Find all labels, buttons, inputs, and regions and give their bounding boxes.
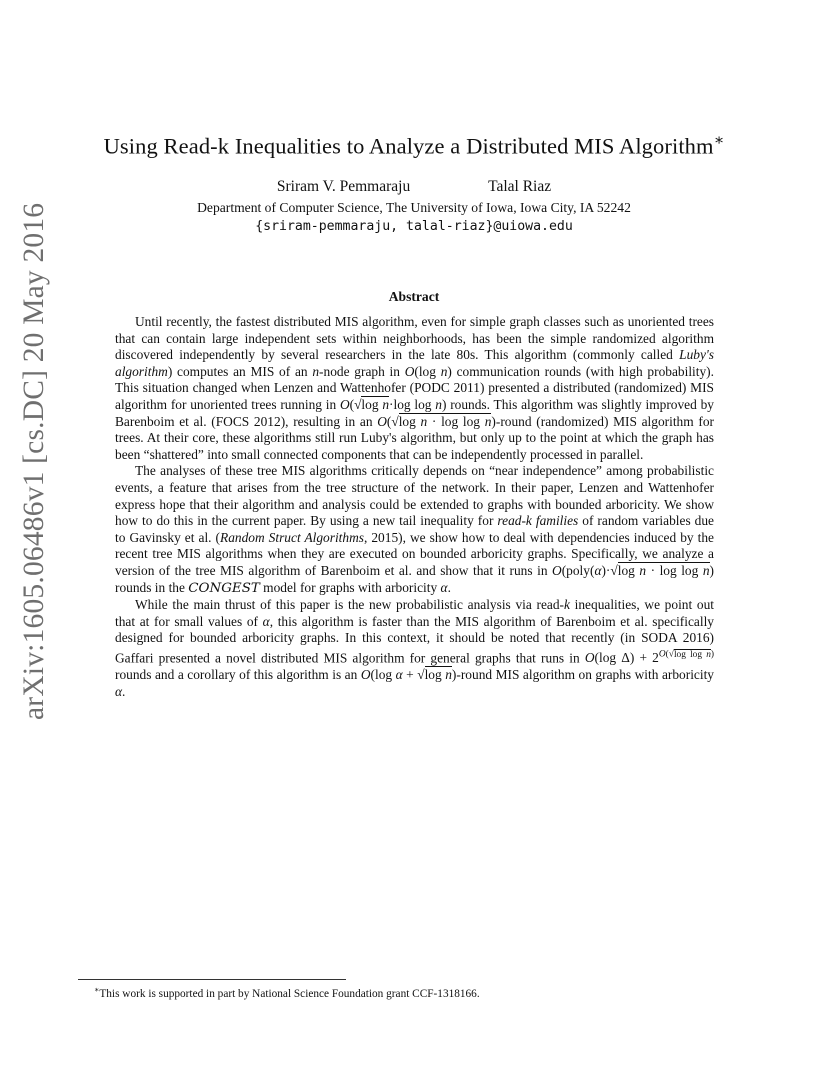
- abstract-body: [115, 314, 714, 700]
- abstract-paragraph-3: While the main thrust of this paper is the new probabilistic analysis via read-k inequalities, we point out that at for small values of α, this algorithm is faster than the MIS algorithm of Barenboim et al. specifically designed for bounded arboricity graphs. In this context, it should be noted that recently (in SODA 2016) Gaffari presented a novel distributed MIS algorithm for general graphs that runs in O(log $\Delta) + 2^{O(√log log n)}$ rounds and a corollary of this algorithm is an O(log α + √log n)-round MIS algorithm on graphs with arboricity α.: [115, 597, 715, 699]
- author-name: Sriram V. Pemmaraju: [276, 178, 411, 195]
- footnote: ∗This work is supported in part by National Science Foundation grant CCF-1318166.: [94, 985, 480, 1000]
- title-footnote-mark: ∗: [713, 132, 725, 149]
- footnote-rule: [78, 979, 346, 980]
- abstract-paragraph-1: Until recently, the fastest distributed MIS algorithm, even for simple graph classes such as unoriented trees that can contain large independent sets within neighborhoods, has been the simple randomized algorithm discovered independently by several researchers in the late 80s. This algorithm (commonly called Luby's algorithm) computes an MIS of an n-node graph in O(log n) communication rounds (with high probability). This situation changed when Lenzen and Wattenhofer (PODC 2011) presented a distributed (randomized) MIS algorithm for unoriented trees running in O(√log n·log log n) rounds. This algorithm was slightly improved by Barenboim et al. (FOCS 2012), resulting in an O(√log n · log log n)-round (randomized) MIS algorithm for trees. At their core, these algorithms still run Luby's algorithm, but only up to the point at which the graph has been “shattered” into small connected components that can be independently processed in parallel.: [115, 314, 714, 462]
- author-email: {sriram-pemmaraju, talal-riaz}@uiowa.edu: [255, 219, 573, 234]
- author-list: [0, 178, 828, 196]
- author-name: Talal Riaz: [488, 178, 552, 195]
- arxiv-identifier: arXiv:1605.06486v1 [cs.DC] 20 May 2016: [18, 202, 50, 720]
- paper-title: Using Read-k Inequalities to Analyze a Distributed MIS Algorithm∗: [103, 132, 725, 159]
- abstract-paragraph-2: The analyses of these tree MIS algorithms critically depends on “near independence” among probabilistic events, a feature that arises from the tree structure of the network. In their paper, Lenzen and Wattenhofer express hope that their algorithm and analysis could be extended to graphs with bounded arboricity. We show how to do this in the current paper. By using a new tail inequality for read-k families of random variables due to Gavinsky et al. (Random Struct Algorithms, 2015), we show how to deal with dependencies induced by the recent tree MIS algorithms when they are executed on bounded arboricity graphs. Specifically, we analyze a version of the tree MIS algorithm of Barenboim et al. and show that it runs in O(poly(α)·√log n · log log n) rounds in the CONGEST model for graphs with arboricity α.: [115, 463, 715, 596]
- abstract-heading: Abstract: [388, 289, 440, 304]
- affiliation: Department of Computer Science, The University of Iowa, Iowa City, IA 52242: [197, 200, 631, 215]
